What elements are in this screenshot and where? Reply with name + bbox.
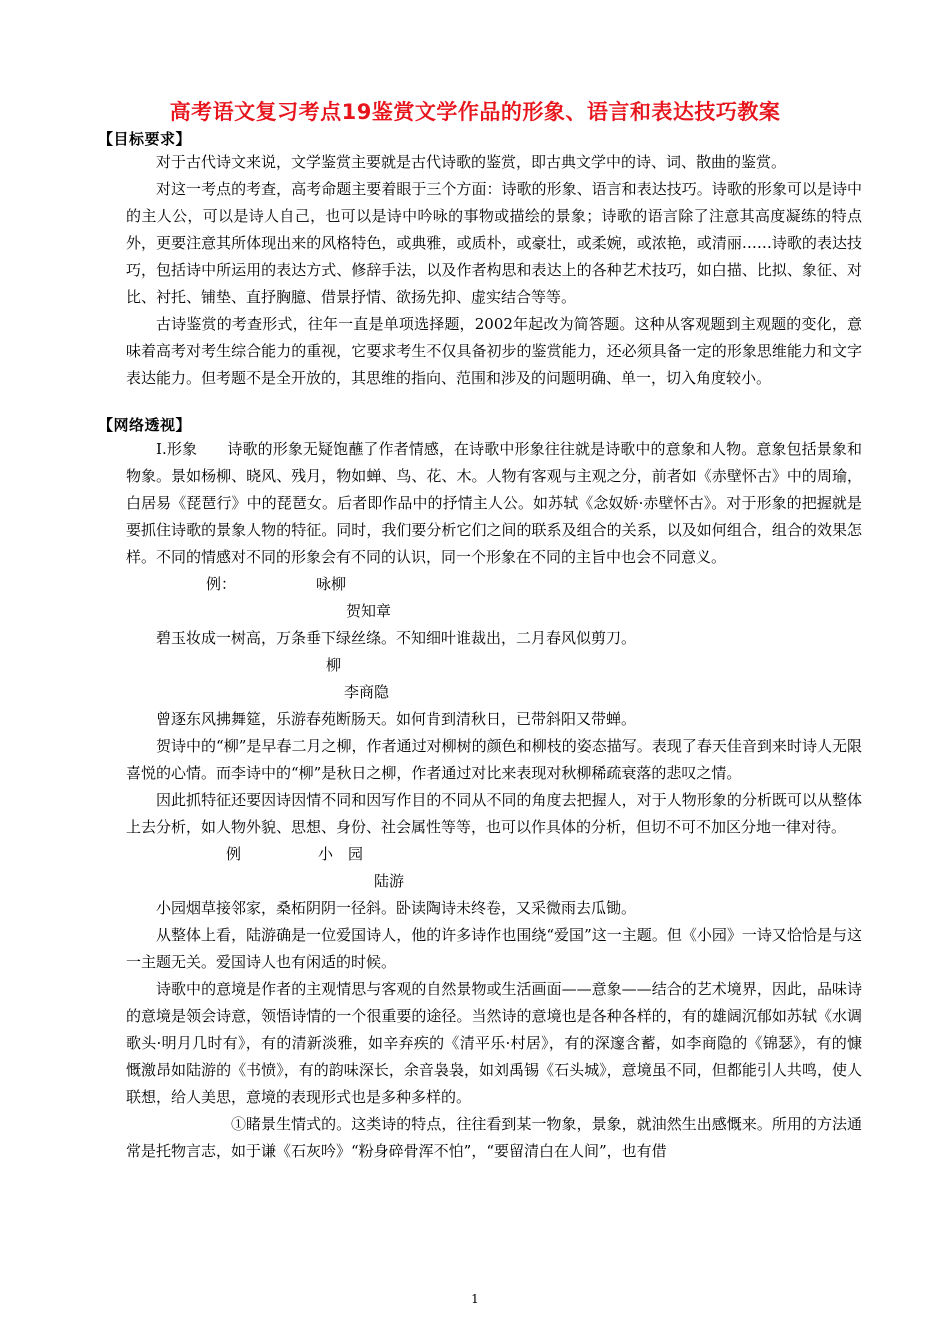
example-label: 例 <box>226 845 242 863</box>
example-label: 例： <box>206 575 237 593</box>
document-title: 高考语文复习考点19鉴赏文学作品的形象、语言和表达技巧教案 <box>169 100 781 124</box>
page-number: 1 <box>471 1292 479 1306</box>
analysis-paragraph: 诗歌中的意境是作者的主观情思与客观的自然景物或生活画面——意象——结合的艺术境界，因此，品味诗的意境是领会诗意，领悟诗情的一个很重要的途径。当然诗的意境也是各种各样的，有的雄阔沉郁如苏轼《水调歌头·明月几时有》，有的清新淡雅，如辛弃疾的《清平乐·村居》，有的深邃含蓄，如李商隐的《锦瑟》，有的慷慨激昂如陆游的《书愤》，有的韵味深长，余音袅袅，如刘禹锡《石头城》，意境虽不同，但都能引人共鸣，使人联想，给人美思，意境的表现形式也是多种多样的。 <box>126 980 862 1106</box>
poem-author: 贺知章 <box>346 602 392 620</box>
analysis-paragraph: 因此抓特征还要因诗因情不同和因写作目的不同从不同的角度去把握人，对于人物形象的分析既可以从整体上去分析，如人物外貌、思想、身份、社会属性等等，也可以作具体的分析，但切不可不加区分地一律对待。 <box>126 791 862 836</box>
example2-row <box>126 841 862 868</box>
goal-paragraph: 对于古代诗文来说，文学鉴赏主要就是古代诗歌的鉴赏，即古典文学中的诗、词、散曲的鉴赏。 <box>156 153 787 171</box>
goal-paragraph: 古诗鉴赏的考查形式，往年一直是单项选择题，2002年起改为简答题。这种从客观题到主观题的变化，意味着高考对考生综合能力的重视，它要求考生不仅具备初步的鉴赏能力，还必须具备一定的形象思维能力和文字表达能力。但考题不是全开放的，其思维的指向、范围和涉及的问题明确、单一，切入角度较小。 <box>126 315 862 387</box>
poem-author-row <box>126 679 862 706</box>
poem-text: 曾逐东风拂舞筵，乐游春苑断肠天。如何肯到清秋日，已带斜阳又带蝉。 <box>156 710 637 728</box>
goal-paragraph: 对这一考点的考查，高考命题主要着眼于三个方面：诗歌的形象、语言和表达技巧。诗歌的形象可以是诗中的主人公，可以是诗人自己，也可以是诗中吟咏的事物或描绘的景象；诗歌的语言除了注意其高度凝练的特点外，更要注意其所体现出来的风格特色，或典雅，或质朴，或豪壮，或柔婉，或浓艳，或清丽……诗歌的表达技巧，包括诗中所运用的表达方式、修辞手法，以及作者构思和表达上的各种艺术技巧，如白描、比拟、象征、对比、衬托、铺垫、直抒胸臆、借景抒情、欲扬先抑、虚实结合等等。 <box>126 180 862 306</box>
analysis-paragraph: 贺诗中的“柳”是早春二月之柳，作者通过对柳树的颜色和柳枝的姿态描写。表现了春天佳音到来时诗人无限喜悦的心情。而李诗中的“柳”是秋日之柳，作者通过对比来表现对秋柳稀疏衰落的悲叹之情。 <box>126 737 862 782</box>
analysis-paragraph: ①睹景生情式的。这类诗的特点，往往看到某一物象，景象，就油然生出感慨来。所用的方法通常是托物言志，如于谦《石灰吟》“粉身碎骨浑不怕”，“要留清白在人间”，也有借 <box>126 1115 862 1160</box>
poem-title: 柳 <box>326 656 342 674</box>
poem-author: 陆游 <box>374 872 405 890</box>
goals-body <box>126 149 862 392</box>
example1-row <box>126 571 862 598</box>
section-heading-network: 【网络透视】 <box>98 416 192 434</box>
poem-title: 咏柳 <box>316 575 347 593</box>
poem-text: 小园烟草接邻家，桑柘阴阴一径斜。卧读陶诗未终卷，又采微雨去瓜锄。 <box>156 899 637 917</box>
poem-author-row <box>126 868 862 895</box>
poem-text: 碧玉妆成一树高，万条垂下绿丝绦。不知细叶谁裁出，二月春风似剪刀。 <box>156 629 637 647</box>
poem-author-row <box>126 598 862 625</box>
section-heading-goals: 【目标要求】 <box>98 130 192 148</box>
image-intro-paragraph: Ⅰ.形象 诗歌的形象无疑饱蘸了作者情感，在诗歌中形象往往就是诗歌中的意象和人物。意象包括景象和物象。景如杨柳、晓风、残月，物如蝉、鸟、花、木。人物有客观与主观之分，前者如《赤壁怀古》中的周瑜，白居易《琵琶行》中的琵琶女。后者即作品中的抒情主人公。如苏轼《念奴娇·赤壁怀古》。对于形象的把握就是要抓住诗歌的景象人物的特征。同时，我们要分析它们之间的联系及组合的关系，以及如何组合，组合的效果怎样。不同的情感对不同的形象会有不同的认识，同一个形象在不同的主旨中也会不同意义。 <box>126 440 862 566</box>
network-body <box>126 436 862 1165</box>
poem-title: 小 园 <box>318 845 364 863</box>
poem-title-row <box>126 652 862 679</box>
poem-author: 李商隐 <box>344 683 390 701</box>
analysis-paragraph: 从整体上看，陆游确是一位爱国诗人，他的许多诗作也围绕“爱国”这一主题。但《小园》一诗又恰恰是与这一主题无关。爱国诗人也有闲适的时候。 <box>126 926 862 971</box>
